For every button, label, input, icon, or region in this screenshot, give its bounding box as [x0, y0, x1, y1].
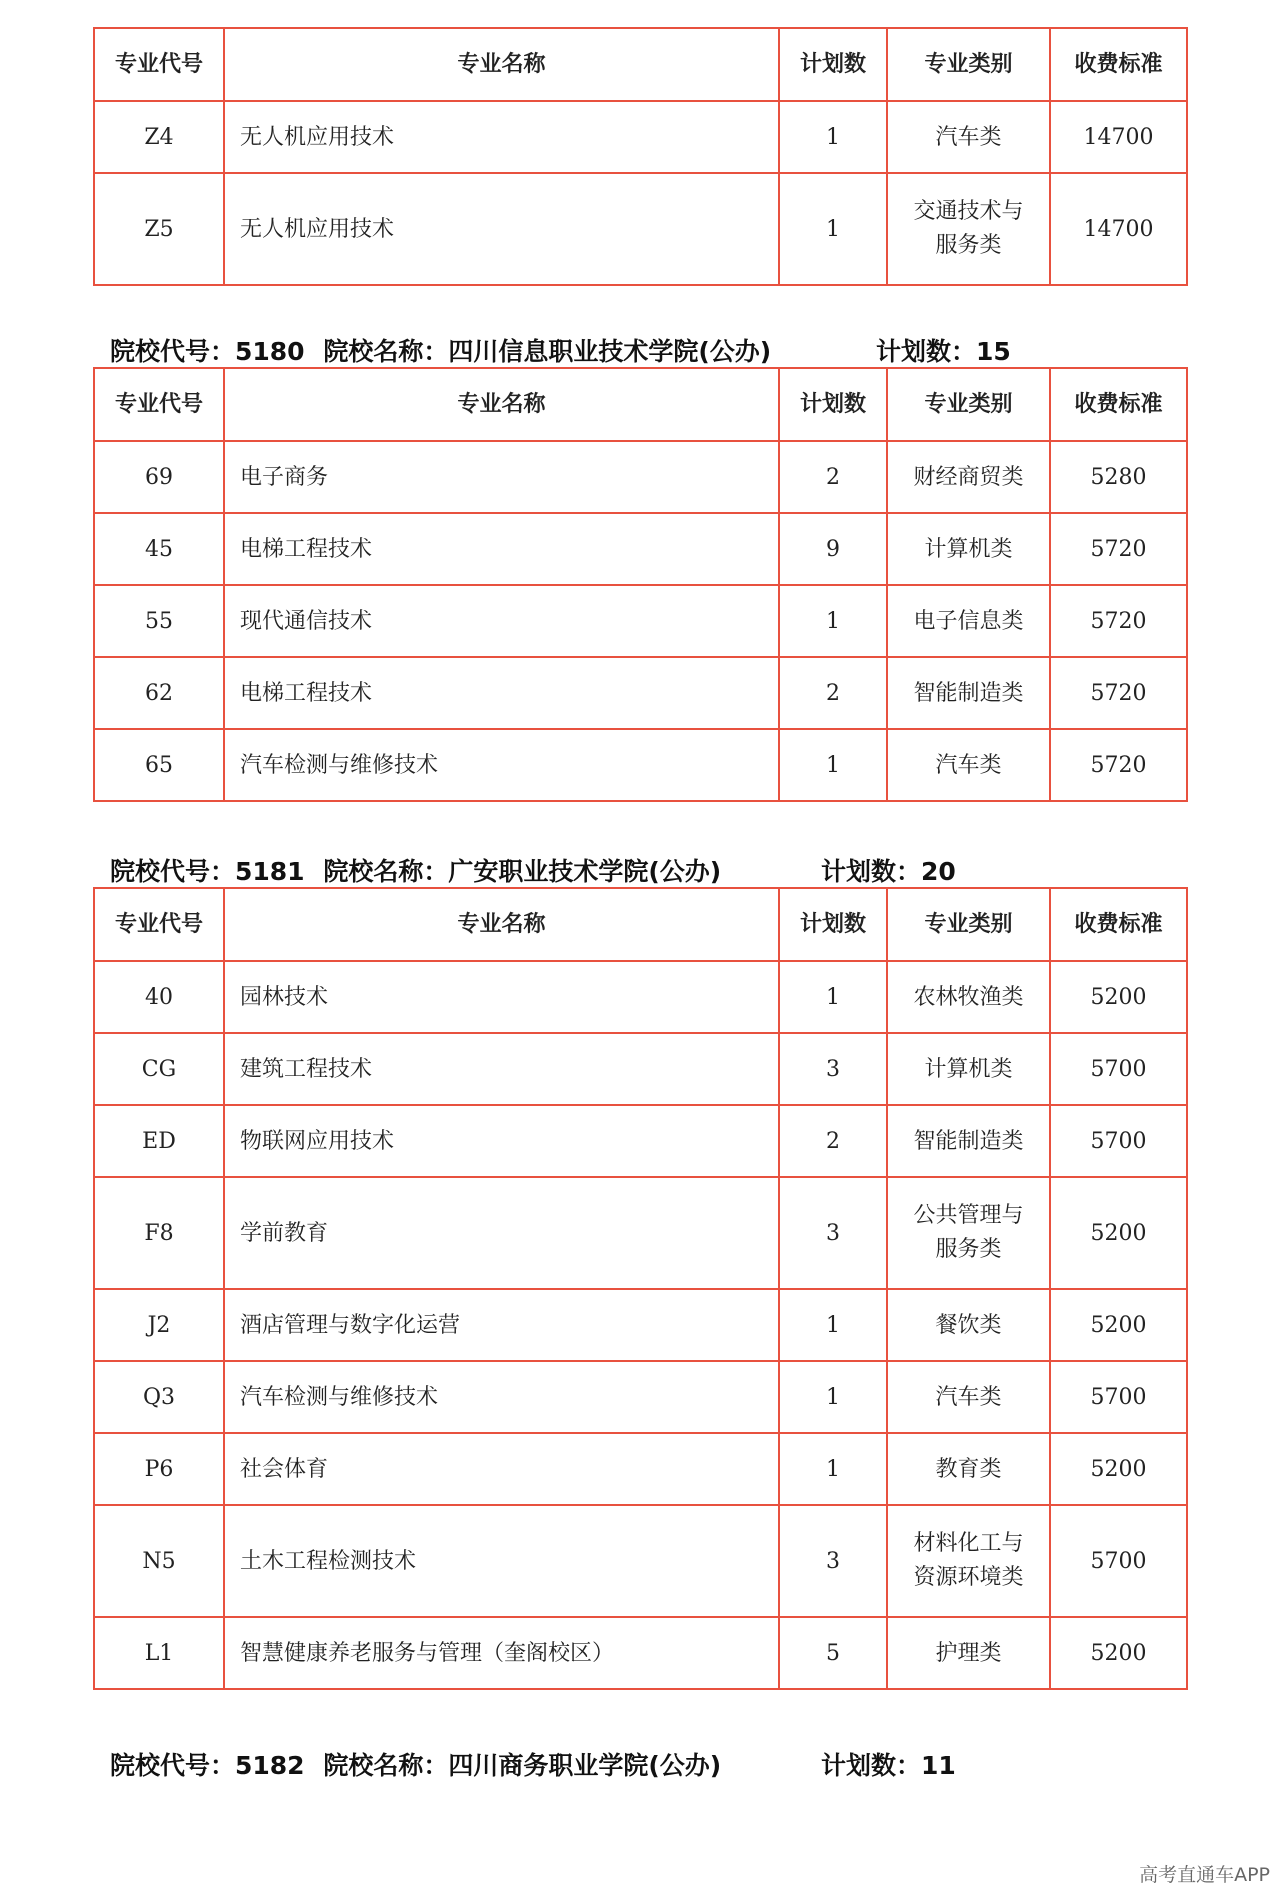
table-row: [94, 441, 1187, 513]
major-name: 电梯工程技术: [224, 513, 779, 585]
major-category: [887, 441, 1050, 513]
major-code: N5: [94, 1505, 224, 1617]
major-category-line: 智能制造类: [913, 1128, 1024, 1154]
table-row: [94, 101, 1187, 173]
table-row: [94, 173, 1187, 285]
plan-count: 1: [779, 1361, 887, 1433]
table-row: [94, 513, 1187, 585]
tuition-fee: 5700: [1050, 1105, 1187, 1177]
major-name: 建筑工程技术: [224, 1033, 779, 1105]
major-code: Z5: [94, 173, 224, 285]
major-category: [887, 1361, 1050, 1433]
major-category-line: 公共管理与: [913, 1203, 1024, 1228]
header-category: 专业类别: [887, 888, 1050, 961]
plan-count: 3: [779, 1505, 887, 1617]
major-category-line: 智能制造类: [913, 680, 1024, 706]
school-info-line: [110, 332, 1011, 368]
school-name: 院校名称：四川商务职业学院(公办): [323, 1751, 722, 1780]
header-name: 专业名称: [224, 888, 779, 961]
major-code: J2: [94, 1289, 224, 1361]
school-code: 院校代号：5182: [110, 1751, 305, 1780]
school-name: 院校名称：广安职业技术学院(公办): [323, 857, 722, 886]
major-category: [887, 513, 1050, 585]
header-plan: 计划数: [779, 28, 887, 101]
major-code: 65: [94, 729, 224, 801]
school-info-line: [110, 852, 956, 888]
table-row: [94, 1505, 1187, 1617]
major-category-line: 计算机类: [924, 536, 1013, 562]
major-name: 电梯工程技术: [224, 657, 779, 729]
major-category-line: 汽车类: [935, 1384, 1002, 1410]
header-code: 专业代号: [94, 888, 224, 961]
major-category: [887, 1105, 1050, 1177]
major-category: [887, 1505, 1050, 1617]
header-name: 专业名称: [224, 28, 779, 101]
major-name: 现代通信技术: [224, 585, 779, 657]
table-row: [94, 1177, 1187, 1289]
header-fee: 收费标准: [1050, 888, 1187, 961]
header-plan: 计划数: [779, 888, 887, 961]
major-name: 土木工程检测技术: [224, 1505, 779, 1617]
tuition-fee: 5700: [1050, 1361, 1187, 1433]
tuition-fee: 5200: [1050, 961, 1187, 1033]
major-code: 69: [94, 441, 224, 513]
major-name: 园林技术: [224, 961, 779, 1033]
tuition-fee: 14700: [1050, 173, 1187, 285]
plan-count: 9: [779, 513, 887, 585]
major-code: Q3: [94, 1361, 224, 1433]
enrollment-table: [93, 367, 1188, 802]
school-name: 院校名称：四川信息职业技术学院(公办): [323, 337, 772, 366]
major-category: [887, 729, 1050, 801]
major-code: L1: [94, 1617, 224, 1689]
plan-count: 3: [779, 1033, 887, 1105]
table-row: [94, 657, 1187, 729]
watermark: 高考直通车APP: [1139, 1864, 1270, 1886]
school-info-line: [110, 1746, 956, 1782]
major-category-line: 教育类: [935, 1456, 1002, 1482]
plan-count: 1: [779, 585, 887, 657]
school-plan-count: 计划数：20: [821, 857, 956, 886]
major-name: 学前教育: [224, 1177, 779, 1289]
major-category-line: 服务类: [935, 233, 1002, 258]
plan-count: 1: [779, 1289, 887, 1361]
major-name: 电子商务: [224, 441, 779, 513]
header-fee: 收费标准: [1050, 368, 1187, 441]
major-name: 汽车检测与维修技术: [224, 1361, 779, 1433]
tuition-fee: 5720: [1050, 513, 1187, 585]
major-code: ED: [94, 1105, 224, 1177]
header-category: 专业类别: [887, 28, 1050, 101]
header-category: 专业类别: [887, 368, 1050, 441]
tuition-fee: 5200: [1050, 1433, 1187, 1505]
plan-count: 1: [779, 729, 887, 801]
major-category-line: 计算机类: [924, 1056, 1013, 1082]
table-row: [94, 1361, 1187, 1433]
table-row: [94, 1433, 1187, 1505]
school-code: 院校代号：5181: [110, 857, 305, 886]
plan-count: 5: [779, 1617, 887, 1689]
header-code: 专业代号: [94, 28, 224, 101]
table-header-row: [94, 368, 1187, 441]
tuition-fee: 14700: [1050, 101, 1187, 173]
major-code: 45: [94, 513, 224, 585]
tuition-fee: 5720: [1050, 657, 1187, 729]
table-row: [94, 1617, 1187, 1689]
table-row: [94, 729, 1187, 801]
table-header-row: [94, 888, 1187, 961]
major-code: Z4: [94, 101, 224, 173]
tuition-fee: 5280: [1050, 441, 1187, 513]
table-row: [94, 1289, 1187, 1361]
major-category-line: 农林牧渔类: [913, 984, 1024, 1010]
school-plan-count: 计划数：15: [876, 337, 1011, 366]
tuition-fee: 5200: [1050, 1177, 1187, 1289]
tuition-fee: 5200: [1050, 1617, 1187, 1689]
major-category: [887, 961, 1050, 1033]
table-row: [94, 1033, 1187, 1105]
tuition-fee: 5700: [1050, 1505, 1187, 1617]
major-category: [887, 1033, 1050, 1105]
header-fee: 收费标准: [1050, 28, 1187, 101]
table-row: [94, 1105, 1187, 1177]
major-code: 40: [94, 961, 224, 1033]
header-plan: 计划数: [779, 368, 887, 441]
major-category: [887, 101, 1050, 173]
major-code: F8: [94, 1177, 224, 1289]
major-name: 汽车检测与维修技术: [224, 729, 779, 801]
plan-count: 1: [779, 1433, 887, 1505]
major-name: 物联网应用技术: [224, 1105, 779, 1177]
major-code: P6: [94, 1433, 224, 1505]
plan-count: 2: [779, 441, 887, 513]
major-name: 无人机应用技术: [224, 101, 779, 173]
major-category-line: 护理类: [935, 1640, 1002, 1666]
table-header-row: [94, 28, 1187, 101]
major-code: 62: [94, 657, 224, 729]
major-category-line: 交通技术与: [913, 199, 1024, 224]
major-name: 智慧健康养老服务与管理（奎阁校区）: [224, 1617, 779, 1689]
major-category-line: 餐饮类: [935, 1312, 1002, 1338]
major-category-line: 材料化工与: [913, 1531, 1024, 1556]
major-category: [887, 585, 1050, 657]
plan-count: 2: [779, 657, 887, 729]
major-code: 55: [94, 585, 224, 657]
tuition-fee: 5700: [1050, 1033, 1187, 1105]
plan-count: 1: [779, 101, 887, 173]
header-code: 专业代号: [94, 368, 224, 441]
major-category-line: 电子信息类: [913, 608, 1024, 634]
school-code: 院校代号：5180: [110, 337, 305, 366]
major-category: [887, 1289, 1050, 1361]
major-name: 酒店管理与数字化运营: [224, 1289, 779, 1361]
tuition-fee: 5720: [1050, 729, 1187, 801]
enrollment-table: [93, 887, 1188, 1690]
header-name: 专业名称: [224, 368, 779, 441]
major-category: [887, 1177, 1050, 1289]
tuition-fee: 5200: [1050, 1289, 1187, 1361]
major-category: [887, 1433, 1050, 1505]
major-category: [887, 173, 1050, 285]
plan-count: 1: [779, 173, 887, 285]
major-name: 无人机应用技术: [224, 173, 779, 285]
major-category: [887, 657, 1050, 729]
tuition-fee: 5720: [1050, 585, 1187, 657]
major-category-line: 财经商贸类: [913, 464, 1024, 490]
major-category-line: 资源环境类: [913, 1565, 1024, 1590]
school-plan-count: 计划数：11: [821, 1751, 956, 1780]
plan-count: 1: [779, 961, 887, 1033]
plan-count: 3: [779, 1177, 887, 1289]
major-name: 社会体育: [224, 1433, 779, 1505]
plan-count: 2: [779, 1105, 887, 1177]
major-code: CG: [94, 1033, 224, 1105]
major-category: [887, 1617, 1050, 1689]
table-row: [94, 585, 1187, 657]
major-category-line: 服务类: [935, 1237, 1002, 1262]
table-row: [94, 961, 1187, 1033]
major-category-line: 汽车类: [935, 124, 1002, 150]
major-category-line: 汽车类: [935, 752, 1002, 778]
enrollment-table-continued: [93, 27, 1188, 286]
